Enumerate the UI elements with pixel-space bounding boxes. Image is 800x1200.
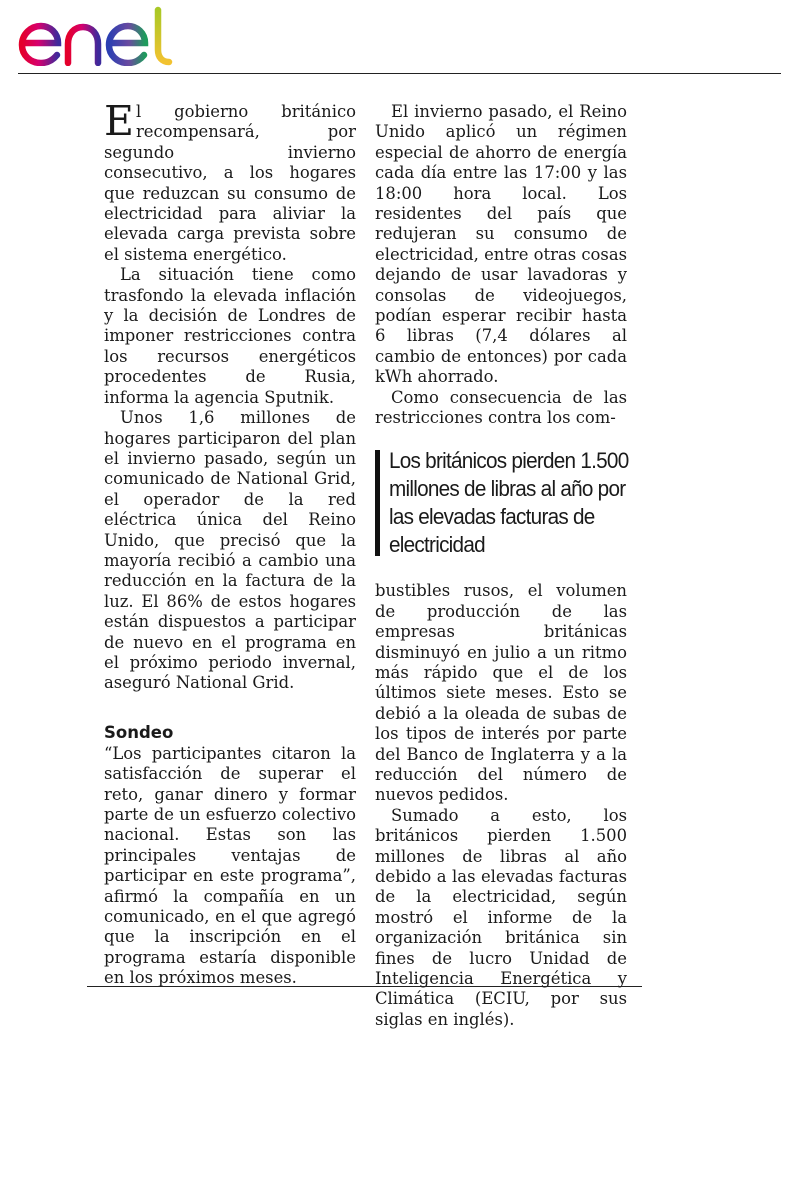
- footer-rule: [87, 986, 642, 987]
- article-paragraph: bustibles rusos, el volumen de producción de las empresas británicas disminuyó en julio a un ritmo más rápido que el de los últimos siete meses. Esto se debió a la oleada de subas de los tipos de interés por parte del Banco de Inglaterra y a la reducción del número de nuevos pedidos.: [375, 581, 627, 805]
- pull-quote-text: Los británicos pierden 1.500 millones de libras al año por las elevadas facturas de electricidad: [389, 447, 629, 558]
- article-column-left: [104, 97, 356, 989]
- article-column-right: [375, 102, 627, 1030]
- article-paragraph: La situación tiene como trasfondo la elevada inflación y la decisión de Londres de imponer restricciones contra los recursos energéticos procedentes de Rusia, informa la agencia Sputnik.: [104, 265, 356, 407]
- article-paragraph: Como consecuencia de las restricciones contra los com-: [375, 387, 627, 428]
- article-paragraph: “Los participantes citaron la satisfacción de superar el reto, ganar dinero y formar parte de un esfuerzo colectivo nacional. Estas son las principales ventajas de participar en este programa”, afirmó la compañía en un comunicado, en el que agregó que la inscripción en el programa estaría disponible en los próximos meses.: [104, 743, 356, 988]
- article-paragraph: Sumado a esto, los británicos pierden 1.500 millones de libras al año debido a las elevadas facturas de la electricidad, según mostró el informe de la organización británica sin fines de lucro Unidad de Inteligencia Energética y Climática (ECIU, por sus siglas en inglés).: [375, 805, 627, 1029]
- pull-quote-bar: [375, 450, 380, 557]
- article-paragraph: [104, 97, 356, 265]
- header-rule: [18, 73, 781, 74]
- section-subhead: Sondeo: [104, 722, 174, 742]
- enel-logo-graphic: [18, 6, 182, 66]
- article-paragraph: Unos 1,6 millones de hogares participaron del plan el invierno pasado, según un comunicado de National Grid, el operador de la red eléctrica única del Reino Unido, que precisó que la mayoría recibió a cambio una reducción en la factura de la luz. El 86% de estos hogares están dispuestos a participar de nuevo en el programa en el próximo periodo invernal, aseguró National Grid.: [104, 408, 356, 693]
- drop-cap: E: [104, 97, 134, 145]
- paragraph-text: l gobierno británico recompensará, por segundo invierno consecutivo, a los hogares que reduzcan su consumo de electricidad para aliviar la elevada carga prevista sobre el sistema energético.: [104, 102, 356, 264]
- article-paragraph: El invierno pasado, el Reino Unido aplicó un régimen especial de ahorro de energía cada día entre las 17:00 y las 18:00 hora local. Los residentes del país que redujeran su consumo de electricidad, entre otras cosas dejando de usar lavadoras y consolas de videojuegos, podían esperar recibir hasta 6 libras (7,4 dólares al cambio de entonces) por cada kWh ahorrado.: [375, 102, 627, 387]
- pull-quote: [375, 446, 627, 563]
- enel-logo: [18, 6, 182, 66]
